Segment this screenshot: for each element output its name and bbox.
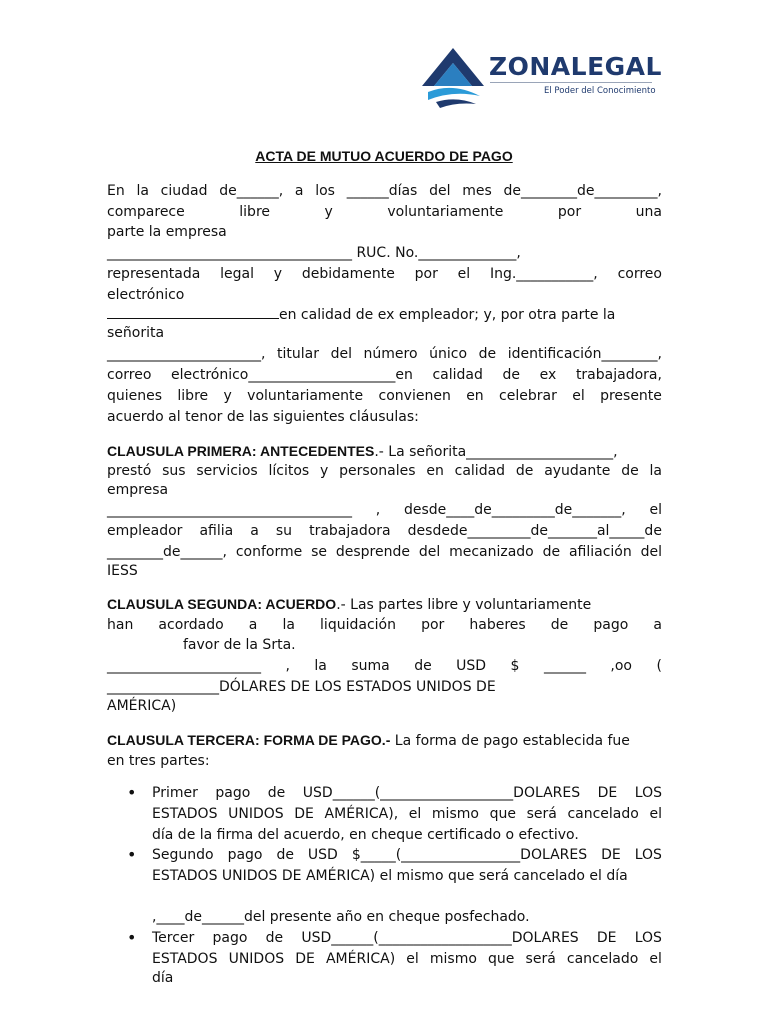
justified-word: USD______(___________________DOLARES <box>301 930 579 946</box>
justified-word: USD______(___________________DOLARES <box>302 785 581 801</box>
justified-word: número <box>363 346 418 362</box>
justified-word: la <box>136 183 149 199</box>
justified-word: a <box>653 617 662 633</box>
justified-word: calidad <box>432 367 483 383</box>
clausula-text: .- La señorita_____________________, <box>374 444 618 460</box>
bullet-line: ,____de______del presente año en cheque posfechado. <box>152 909 530 925</box>
clausula-primera-heading: CLAUSULA PRIMERA: ANTECEDENTES <box>107 443 375 459</box>
intro-line: acuerdo al tenor de las siguientes cláusulas: <box>107 409 419 425</box>
justified-word: correo <box>617 266 662 282</box>
brand-divider <box>490 82 652 83</box>
justified-word: de <box>550 617 569 633</box>
justified-word: a <box>294 183 304 199</box>
justified-word: en <box>426 463 444 479</box>
justified-word: de <box>502 367 521 383</box>
clausula-segunda-line: favor de la Srta. <box>183 637 296 653</box>
bullet-line: día <box>152 970 174 986</box>
justified-word: que <box>488 951 515 967</box>
justified-word: ( <box>656 658 662 674</box>
intro-line <box>107 181 662 201</box>
justified-word: trabajadora, <box>575 367 662 383</box>
justified-word: sus <box>162 463 186 479</box>
justified-word: personales <box>339 463 416 479</box>
justified-word: LOS <box>634 930 662 946</box>
justified-word: se <box>311 544 327 560</box>
justified-word: de______, <box>219 183 284 199</box>
justified-word: voluntariamente <box>387 204 504 220</box>
intro-line <box>107 305 662 325</box>
justified-word: de <box>276 847 294 863</box>
justified-word: el <box>649 502 662 518</box>
justified-word: haberes <box>469 617 526 633</box>
logo-triangle-icon <box>420 46 486 110</box>
clausula-primera-line <box>107 441 662 462</box>
justified-word: titular <box>277 346 319 362</box>
clausula-primera-line <box>107 500 662 520</box>
justified-word: UNIDOS <box>228 951 285 967</box>
justified-word: liquidación <box>320 617 396 633</box>
justified-word: quienes <box>107 388 163 404</box>
justified-word: de <box>478 346 497 362</box>
justified-word: prestó <box>107 463 152 479</box>
justified-word: ESTADOS <box>152 806 218 822</box>
bullet-line <box>152 928 662 948</box>
clausula-tercera-line <box>107 730 662 751</box>
justified-word: UNIDOS <box>228 806 284 822</box>
justified-word: de________de_________, <box>503 183 662 199</box>
justified-word: y <box>223 388 232 404</box>
justified-word: mes <box>462 183 492 199</box>
justified-word: DE <box>601 847 621 863</box>
clausula-tercera-line: en tres partes: <box>107 753 210 769</box>
bullet-line: ESTADOS UNIDOS DE AMÉRICA) el mismo que será cancelado el día <box>152 868 628 884</box>
justified-word: electrónico_____________________en <box>171 367 413 383</box>
document-title: ACTA DE MUTUO ACUERDO DE PAGO <box>255 148 513 164</box>
bullet-marker: • <box>127 783 137 802</box>
justified-word: voluntariamente <box>247 388 364 404</box>
justified-word: ______________________, <box>107 346 266 362</box>
justified-word: correo <box>107 367 152 383</box>
justified-word: identificación________, <box>507 346 662 362</box>
clausula-tercera-heading: CLAUSULA TERCERA: FORMA DE PAGO.- <box>107 732 391 748</box>
justified-word: el <box>457 266 471 282</box>
justified-word: servicios <box>196 463 258 479</box>
justified-word: será <box>526 806 557 822</box>
justified-word: trabajadora <box>309 523 391 539</box>
justified-word: los <box>315 183 335 199</box>
clausula-segunda-line <box>107 656 662 676</box>
justified-word: de <box>621 463 639 479</box>
justified-word: ex <box>539 367 557 383</box>
justified-word: suma <box>351 658 390 674</box>
justified-word: el <box>649 951 662 967</box>
justified-word: en <box>466 388 484 404</box>
justified-word: una <box>635 204 662 220</box>
justified-word: DE <box>597 785 618 801</box>
justified-word: libre <box>239 204 271 220</box>
justified-word: celebrar <box>499 388 557 404</box>
blank-underline <box>107 305 279 319</box>
justified-word: de <box>265 930 284 946</box>
justified-word: la <box>314 658 327 674</box>
intro-line <box>107 386 662 406</box>
brand-name: ZONALEGAL <box>489 52 662 81</box>
justified-word: pago <box>227 847 263 863</box>
justified-word: de <box>542 544 561 560</box>
justified-word: debidamente <box>301 266 395 282</box>
justified-word: calidad <box>454 463 506 479</box>
justified-word: único <box>429 346 468 362</box>
justified-word: del <box>418 544 441 560</box>
justified-word: , <box>375 502 381 518</box>
justified-word: a <box>250 523 259 539</box>
justified-word: ayudante <box>544 463 611 479</box>
justified-word: Segundo <box>152 847 214 863</box>
justified-word: LOS <box>634 847 662 863</box>
justified-word: representada <box>107 266 201 282</box>
justified-word: desde____de_________de_______, <box>403 502 626 518</box>
justified-word: Ing.___________, <box>489 266 598 282</box>
justified-word: desdede_________de_______al_____de <box>407 523 662 539</box>
justified-word: cancelado <box>567 806 639 822</box>
justified-word: LOS <box>634 785 662 801</box>
justified-word: la <box>649 463 662 479</box>
clausula-segunda-line: AMÉRICA) <box>107 698 177 714</box>
justified-word: comparece <box>107 204 185 220</box>
justified-word: AMÉRICA) <box>325 951 396 967</box>
justified-word: desprende <box>335 544 410 560</box>
justified-word: DE <box>294 806 314 822</box>
justified-word: de <box>267 785 286 801</box>
intro-line <box>107 365 662 385</box>
bullet-line <box>152 804 662 824</box>
justified-word: $ <box>510 658 520 674</box>
justified-word: pago <box>593 617 629 633</box>
justified-word: su <box>275 523 293 539</box>
justified-word: DE <box>295 951 315 967</box>
justified-word: mismo <box>431 806 479 822</box>
justified-word: que <box>489 806 516 822</box>
justified-word: ______días <box>346 183 418 199</box>
justified-word: será <box>525 951 556 967</box>
clausula-text: La forma de pago establecida fue <box>390 733 630 749</box>
justified-word: ESTADOS <box>152 951 218 967</box>
intro-line: electrónico <box>107 287 185 303</box>
bullet-line <box>152 949 662 969</box>
justified-word: conforme <box>235 544 303 560</box>
justified-word: legal <box>220 266 254 282</box>
justified-word: Primer <box>152 785 198 801</box>
clausula-segunda-line <box>107 615 662 635</box>
justified-word: la <box>282 617 295 633</box>
clausula-primera-line: IESS <box>107 563 138 579</box>
brand-tagline: El Poder del Conocimiento <box>544 86 656 96</box>
clausula-primera-line <box>107 542 662 562</box>
justified-word: el <box>408 806 422 822</box>
bullet-marker: • <box>127 845 137 864</box>
justified-word: mecanizado <box>449 544 534 560</box>
justified-word: pago <box>215 785 251 801</box>
justified-word: ___________________________________ <box>107 502 352 518</box>
justified-word: convienen <box>378 388 451 404</box>
intro-line <box>107 264 662 284</box>
justified-word: cancelado <box>566 951 639 967</box>
justified-word: de <box>515 463 534 479</box>
justified-word: lícitos <box>268 463 310 479</box>
justified-word: , <box>285 658 290 674</box>
justified-word: y <box>273 266 283 282</box>
intro-line: señorita <box>107 325 165 341</box>
justified-word: $_____(_________________DOLARES <box>351 847 588 863</box>
justified-word: del <box>429 183 451 199</box>
justified-word: del <box>330 346 352 362</box>
clausula-primera-line <box>107 461 662 481</box>
justified-word: En <box>107 183 125 199</box>
justified-word: el <box>406 951 419 967</box>
justified-word: USD <box>456 658 487 674</box>
justified-word: por <box>414 266 438 282</box>
clausula-text: .- Las partes libre y voluntariamente <box>336 597 592 613</box>
clausula-segunda-heading: CLAUSULA SEGUNDA: ACUERDO <box>107 596 337 612</box>
intro-line <box>107 344 662 364</box>
justified-word: ciudad <box>160 183 208 199</box>
intro-text: en calidad de ex empleador; y, por otra parte la <box>279 307 616 323</box>
bullet-line <box>152 783 662 803</box>
justified-word: y <box>320 463 329 479</box>
justified-word: por <box>421 617 445 633</box>
intro-line: parte la empresa <box>107 224 227 240</box>
justified-word: por <box>557 204 582 220</box>
justified-word: Tercer <box>152 930 195 946</box>
clausula-segunda-line <box>107 594 662 615</box>
clausula-segunda-line: ________________DÓLARES DE LOS ESTADOS UNIDOS DE <box>107 679 496 695</box>
justified-word: acordado <box>158 617 224 633</box>
justified-word: de <box>414 658 432 674</box>
justified-word: del <box>640 544 662 560</box>
bullet-line <box>152 845 662 865</box>
clausula-primera-line: empresa <box>107 482 169 498</box>
bullet-line: día de la firma del acuerdo, en cheque certificado o efectivo. <box>152 827 579 843</box>
justified-word: han <box>107 617 134 633</box>
justified-word: presente <box>600 388 662 404</box>
justified-word: ________de______, <box>107 544 227 560</box>
justified-word: pago <box>212 930 248 946</box>
justified-word: ______ <box>543 658 586 674</box>
justified-word: libre <box>177 388 209 404</box>
justified-word: DE <box>596 930 617 946</box>
justified-word: el <box>572 388 585 404</box>
justified-word: ______________________ <box>107 658 261 674</box>
justified-word: ,oo <box>610 658 632 674</box>
justified-word: y <box>324 204 333 220</box>
justified-word: AMÉRICA), <box>324 806 399 822</box>
justified-word: afiliación <box>568 544 632 560</box>
zonalegal-logo <box>420 46 660 112</box>
justified-word: el <box>649 806 662 822</box>
bullet-marker: • <box>127 928 137 947</box>
justified-word: mismo <box>429 951 477 967</box>
justified-word: a <box>248 617 258 633</box>
clausula-primera-line <box>107 521 662 541</box>
intro-line: ___________________________________ RUC. No.______________, <box>107 245 521 261</box>
justified-word: afilia <box>199 523 234 539</box>
justified-word: USD <box>307 847 338 863</box>
justified-word: empleador <box>107 523 183 539</box>
intro-line <box>107 202 662 222</box>
